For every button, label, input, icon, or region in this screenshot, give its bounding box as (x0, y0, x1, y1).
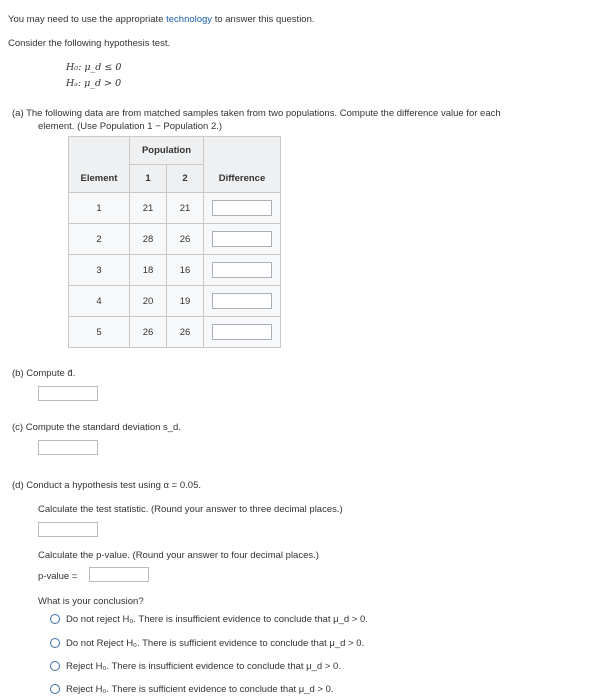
pop1-cell: 28 (130, 224, 167, 255)
part-a-text: (a) The following data are from matched samples taken from two populations. Compute the difference value for each (12, 108, 501, 119)
pop2-cell: 16 (167, 255, 204, 286)
table-row (69, 224, 281, 255)
pvalue-prompt: Calculate the p-value. (Round your answer to four decimal places.) (38, 550, 319, 561)
pop2-cell: 26 (167, 317, 204, 348)
element-header: Element (69, 165, 130, 193)
null-hypothesis: H₀: μ_d ≤ 0 (66, 62, 122, 73)
pop2-cell: 21 (167, 193, 204, 224)
difference-cell (204, 193, 281, 224)
option-label: Do not reject H₀. There is insufficient evidence to conclude that μ_d > 0. (66, 614, 368, 625)
difference-header: Difference (204, 165, 281, 193)
table-row (69, 193, 281, 224)
pop2-cell: 19 (167, 286, 204, 317)
radio-button[interactable] (50, 661, 60, 671)
difference-cell (204, 224, 281, 255)
difference-input[interactable] (212, 262, 272, 278)
difference-cell (204, 255, 281, 286)
radio-button[interactable] (50, 684, 60, 694)
element-cell: 2 (69, 224, 130, 255)
part-a-text-2: element. (Use Population 1 − Population 2.) (38, 121, 223, 132)
pvalue-input[interactable] (89, 567, 149, 582)
table-row (69, 255, 281, 286)
intro-line (8, 14, 315, 25)
table-row (69, 317, 281, 348)
option-label: Reject H₀. There is insufficient evidence to conclude that μ_d > 0. (66, 661, 341, 672)
difference-input[interactable] (212, 231, 272, 247)
conclusion-option-3[interactable] (50, 661, 341, 672)
intro-text-end: to answer this question. (212, 14, 315, 25)
instruction-text: Consider the following hypothesis test. (8, 38, 171, 49)
pop1-cell: 21 (130, 193, 167, 224)
option-label: Reject H₀. There is sufficient evidence to conclude that μ_d > 0. (66, 684, 334, 695)
element-cell: 1 (69, 193, 130, 224)
conclusion-option-4[interactable] (50, 684, 334, 695)
intro-text: You may need to use the appropriate (8, 14, 167, 25)
conclusion-option-1[interactable] (50, 614, 368, 625)
part-b-label: (b) Compute d̄. (12, 368, 76, 379)
d-bar-input[interactable] (38, 386, 98, 401)
pop1-header: 1 (130, 165, 167, 193)
population-header: Population (130, 137, 204, 165)
element-cell: 3 (69, 255, 130, 286)
conclusion-option-2[interactable] (50, 638, 364, 649)
difference-input[interactable] (212, 293, 272, 309)
table-row (69, 286, 281, 317)
pop1-cell: 20 (130, 286, 167, 317)
pvalue-label: p-value = (38, 571, 78, 582)
radio-button[interactable] (50, 638, 60, 648)
difference-cell (204, 286, 281, 317)
pop1-cell: 18 (130, 255, 167, 286)
test-stat-prompt: Calculate the test statistic. (Round your answer to three decimal places.) (38, 504, 343, 515)
element-cell: 5 (69, 317, 130, 348)
radio-button[interactable] (50, 614, 60, 624)
conclusion-prompt: What is your conclusion? (38, 596, 144, 607)
element-cell: 4 (69, 286, 130, 317)
sd-input[interactable] (38, 440, 98, 455)
pop2-header: 2 (167, 165, 204, 193)
option-label: Do not Reject H₀. There is sufficient evidence to conclude that μ_d > 0. (66, 638, 365, 649)
part-d-label: (d) Conduct a hypothesis test using α = 0.05. (12, 480, 202, 491)
alt-hypothesis: Hₐ: μ_d > 0 (66, 78, 122, 89)
table-corner (69, 137, 130, 165)
pop2-cell: 26 (167, 224, 204, 255)
pop1-cell: 26 (130, 317, 167, 348)
part-c-label: (c) Compute the standard deviation s_d. (12, 422, 181, 433)
difference-input[interactable] (212, 200, 272, 216)
difference-input[interactable] (212, 324, 272, 340)
difference-cell (204, 317, 281, 348)
data-table (68, 136, 281, 348)
table-corner-right (204, 137, 281, 165)
test-stat-input[interactable] (38, 522, 98, 537)
technology-link[interactable]: technology (166, 14, 213, 25)
